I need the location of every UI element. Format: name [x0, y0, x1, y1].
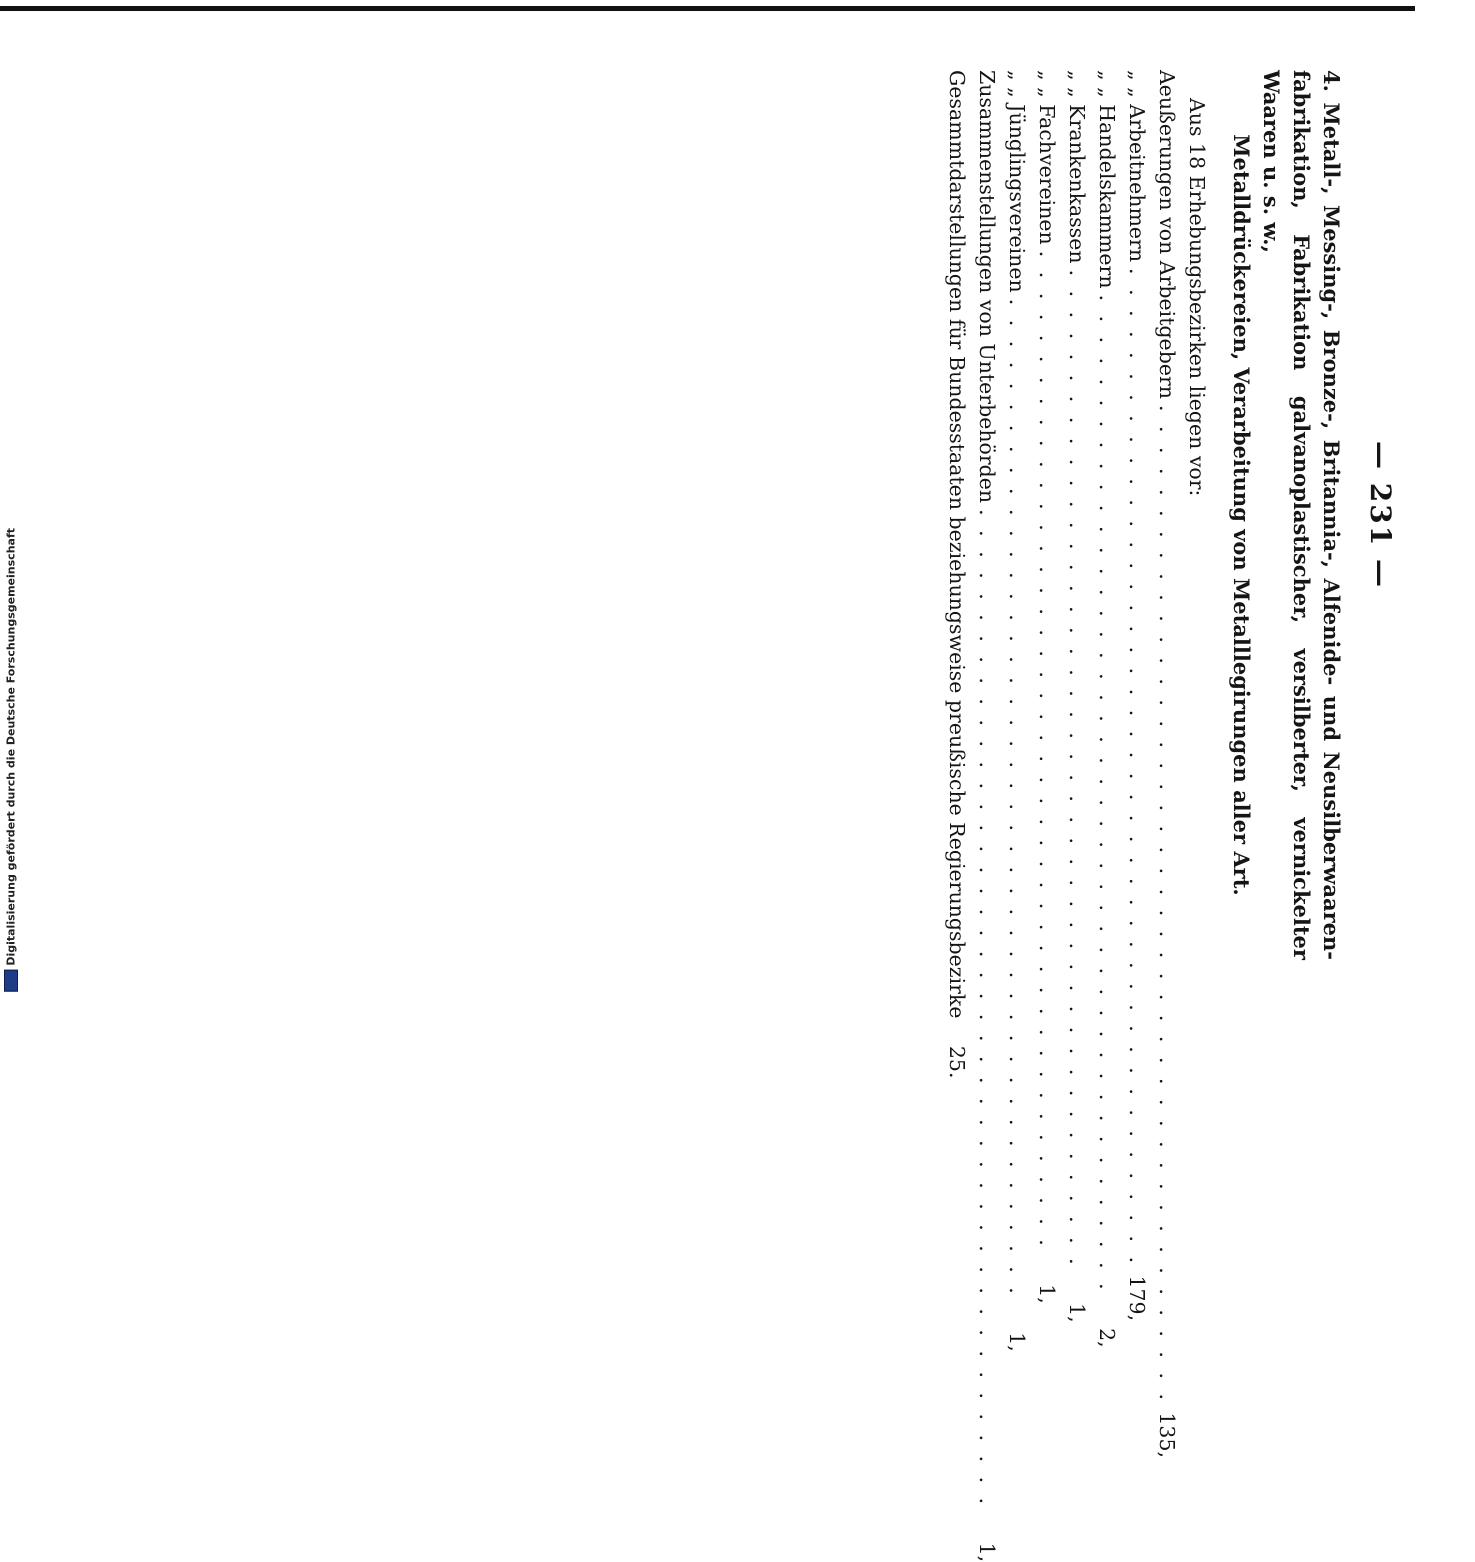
- stat-value: 2,: [1095, 1328, 1119, 1348]
- credit-text: Digitalisierung gefördert durch die Deutsche Forschungsgemeinschaft: [4, 528, 18, 966]
- stat-value: 179,: [1125, 1275, 1149, 1322]
- stat-row: [1092, 70, 1122, 1348]
- leader-dots: . . . . . . . . . . . . . . . . . . . . . . . . . . . . . . . . . . . . . . . . . . . . . . . .: [1155, 404, 1179, 1405]
- page-number: — 231 —: [1364, 441, 1397, 589]
- leader-dots: . . . . . . . . . . . . . . . . . . . . . . . . . . . . . . . . . . . . . . . . . . . . . . . .: [1005, 298, 1029, 1298]
- stat-label: „ „ Fachvereinen: [1035, 70, 1059, 245]
- dfg-logo-icon: [4, 970, 18, 992]
- leader-dots: . . . . . . . . . . . . . . . . . . . . . . . . . . . . . . . . . . . . . . . . . . . . . . . .: [1065, 269, 1089, 1269]
- section-heading: [1226, 70, 1346, 960]
- top-border-rule: [0, 6, 1415, 11]
- stat-row: [1002, 70, 1032, 1352]
- stat-value: 1,: [1065, 1303, 1089, 1323]
- stat-row: [1032, 70, 1062, 1304]
- stat-label: Zusammenstellungen von Unterbehörden: [975, 70, 999, 504]
- stat-row: [942, 70, 972, 1079]
- stat-row: [1152, 70, 1182, 1459]
- leader-dots: . . . . . . . . . . . . . . . . . . . . . . . . . . . . . . . . . . . . . . . . . . . . . . . .: [1125, 268, 1149, 1268]
- stat-value: 1,: [1035, 1284, 1059, 1304]
- stat-value: 1,: [1005, 1332, 1029, 1352]
- stat-label: „ „ Jünglingsvereinen: [1005, 70, 1029, 293]
- leader-dots: . . . . . . . . . . . . . . . . . . . . . . . . . . . . . . . . . . . . . . . . . . . . . . . .: [1095, 294, 1119, 1294]
- stat-label: Gesammtdarstellungen für Bundesstaaten beziehungsweise preußische Regierungsbezirke: [945, 70, 969, 1019]
- leader-dots: . . . . . . . . . . . . . . . . . . . . . . . . . . . . . . . . . . . . . . . . . . . . . . . .: [975, 509, 999, 1509]
- stat-label: Aeußerungen von Arbeitgebern: [1155, 70, 1179, 399]
- stat-label: „ „ Arbeitnehmern: [1125, 70, 1149, 263]
- stats-table: [942, 70, 1182, 1562]
- stat-label: „ „ Handelskammern: [1095, 70, 1119, 289]
- rotated-page: [35, 20, 1415, 1562]
- stat-row: [972, 70, 1002, 1562]
- stat-row: [1122, 70, 1152, 1322]
- digitization-credit: [4, 528, 18, 992]
- stat-label: „ „ Krankenkassen: [1065, 70, 1089, 264]
- leader-dots: . . . . . . . . . . . . . . . . . . . . . . . . . . . . . . . . . . . . . . . . . . . . . . . .: [1035, 250, 1059, 1250]
- section-heading-line-2: Metalldrückereien, Verarbeitung von Metalllegirungen aller Art.: [1229, 134, 1254, 896]
- stats-intro: Aus 18 Erhebungsbezirken liegen vor:: [1185, 98, 1209, 497]
- stat-value: 135,: [1155, 1412, 1179, 1459]
- document-page: [35, 20, 1415, 1562]
- stat-value: 1,: [975, 1542, 999, 1562]
- stat-value: 25.: [945, 1045, 969, 1079]
- stat-row: [1062, 70, 1092, 1323]
- section-heading-line-1: 4. Metall-, Messing-, Bronze-, Britannia-, Alfenide- und Neusilberwaaren-fabrikation, Fabrikation galvanoplastischer, versilberter, vernickelter Waaren u. s. w.,: [1259, 70, 1344, 960]
